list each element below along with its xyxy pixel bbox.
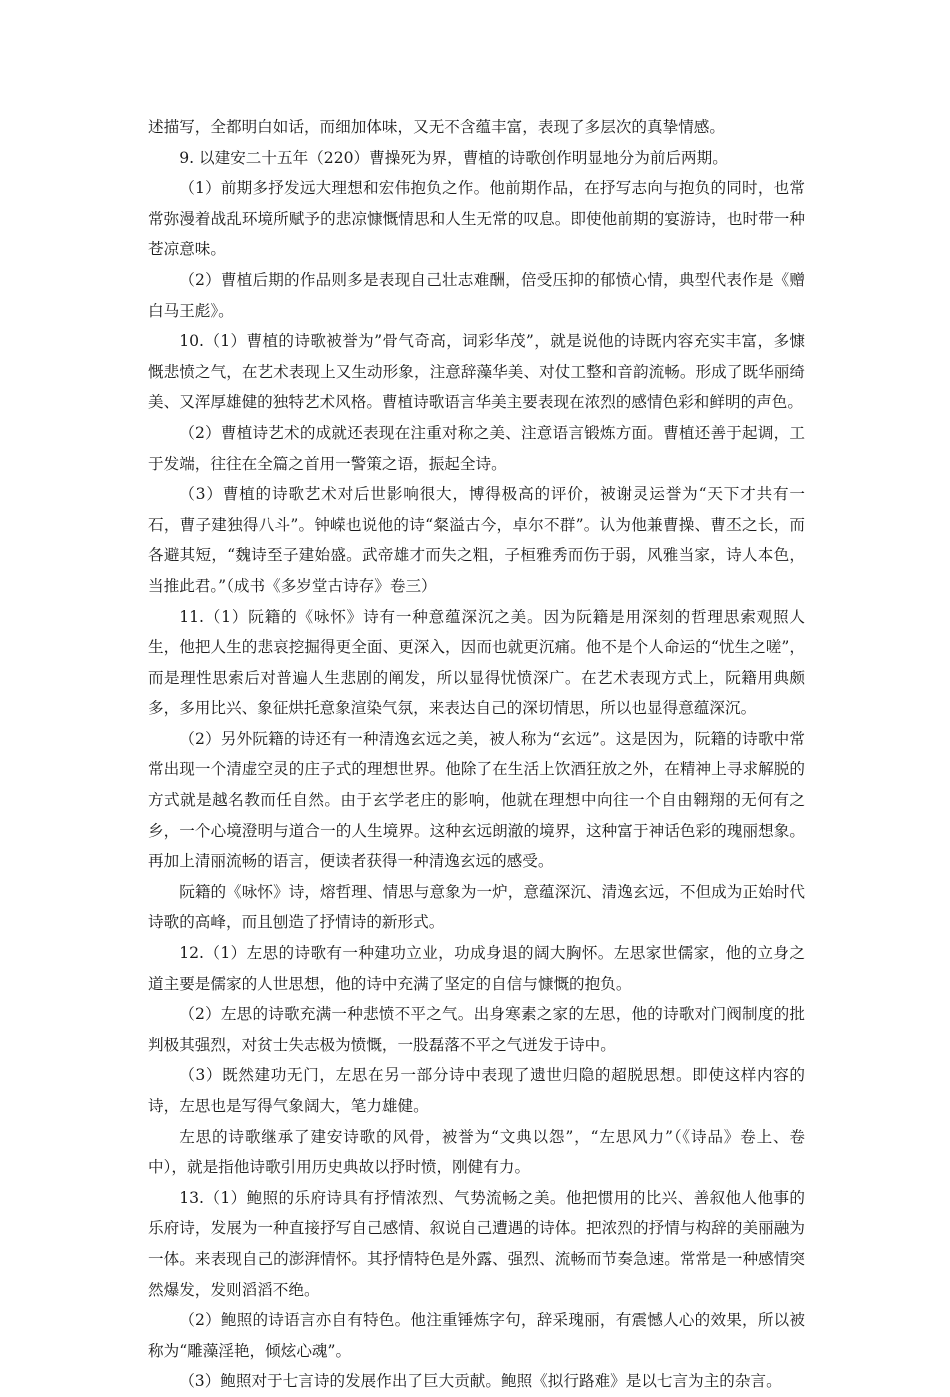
- paragraph: （1）前期多抒发远大理想和宏伟抱负之作。他前期作品，在抒写志向与抱负的同时，也常常弥漫着战乱环境所赋予的悲凉慷慨情思和人生无常的叹息。即使他前期的宴游诗，也时带一种苍凉意味。: [148, 179, 805, 259]
- paragraph: （2）曹植后期的作品则多是表现自己壮志难酬，倍受压抑的郁愤心情，典型代表作是《赠白马王彪》。: [148, 270, 805, 320]
- paragraph: 9. 以建安二十五年（220）曹操死为界，曹植的诗歌创作明显地分为前后两期。: [179, 148, 728, 167]
- paragraph: 左思的诗歌继承了建安诗歌的风骨，被誉为“文典以怨”，“左思风力”（《诗品》卷上、卷中），就是指他诗歌引用历史典故以抒时愤，刚健有力。: [148, 1127, 805, 1177]
- paragraph: 10.（1）曹植的诗歌被誉为”骨气奇高，词彩华茂”，就是说他的诗既内容充实丰富，多慷慨悲愤之气，在艺术表现上又生动形象，注意辞藻华美、对仗工整和音韵流畅。形成了既华丽绮美、又浑厚雄健的独特艺术风格。曹植诗歌语言华美主要表现在浓烈的感情色彩和鲜明的声色。: [148, 332, 805, 412]
- paragraph: （3）曹植的诗歌艺术对后世影响很大，博得极高的评价，被谢灵运誉为“天下才共有一石，曹子建独得八斗”。钟嵘也说他的诗“粲溢古今，卓尔不群”。认为他兼曹操、曹丕之长，而各避其短，“魏诗至子建始盛。武帝雄才而失之粗，子桓雅秀而伤于弱，风雅当家，诗人本色，当推此君。”（成书《多岁堂古诗存》卷三）: [148, 485, 805, 595]
- paragraph: 11.（1）阮籍的《咏怀》诗有一种意蕴深沉之美。因为阮籍是用深刻的哲理思索观照人生，他把人生的悲哀挖掘得更全面、更深入，因而也就更沉痛。他不是个人命运的“忧生之嗟”，而是理性思索后对普遍人生悲剧的阐发，所以显得忧愤深广。在艺术表现方式上，阮籍用典颇多，多用比兴、象征烘托意象渲染气氛，来表达自己的深切情思，所以也显得意蕴深沉。: [148, 607, 805, 718]
- paragraph: （3）鲍照对于七言诗的发展作出了巨大贡献。鲍照《拟行路难》是以七言为主的杂言。: [179, 1372, 782, 1391]
- paragraph: （2）左思的诗歌充满一种悲愤不平之气。出身寒素之家的左思，他的诗歌对门阀制度的批判极其强烈，对贫士失志极为愤慨，一股磊落不平之气迸发于诗中。: [148, 1005, 805, 1054]
- paragraph: 12.（1）左思的诗歌有一种建功立业，功成身退的阔大胸怀。左思家世儒家，他的立身之道主要是儒家的人世思想，他的诗中充满了坚定的自信与慷慨的抱负。: [148, 944, 805, 993]
- paragraph: （2）鲍照的诗语言亦自有特色。他注重锤炼字句，辞采瑰丽，有震憾人心的效果，所以被称为“雕藻淫艳，倾炫心魂”。: [148, 1311, 805, 1360]
- paragraph: 述描写，全都明白如话，而细加体味，又无不含蕴丰富，表现了多层次的真挚情感。: [148, 118, 725, 136]
- paragraph: （3）既然建功无门，左思在另一部分诗中表现了遗世归隐的超脱思想。即使这样内容的诗，左思也是写得气象阔大，笔力雄健。: [148, 1066, 805, 1115]
- paragraph: （2）曹植诗艺术的成就还表现在注重对称之美、注意语言锻炼方面。曹植还善于起调，工于发端，往往在全篇之首用一警策之语，振起全诗。: [148, 423, 805, 473]
- paragraph: （2）另外阮籍的诗还有一种清逸玄远之美，被人称为“玄远”。这是因为，阮籍的诗歌中常常出现一个清虚空灵的庄子式的理想世界。他除了在生活上饮酒狂放之外，在精神上寻求解脱的方式就是越名教而任自然。由于玄学老庄的影响，他就在理想中向往一个自由翱翔的无何有之乡，一个心境澄明与道合一的人生境界。这种玄远朗澈的境界，这种富于神话色彩的瑰丽想象。再加上清丽流畅的语言，便读者获得一种清逸玄远的感受。: [148, 729, 805, 871]
- paragraph: 13.（1）鲍照的乐府诗具有抒情浓烈、气势流畅之美。他把惯用的比兴、善叙他人他事的乐府诗，发展为一种直接抒写自己感情、叙说自己遭遇的诗体。把浓烈的抒情与构辞的美丽融为一体。来表现自己的澎湃情怀。其抒情特色是外露、强烈、流畅而节奏急速。常常是一种感情突然爆发，发则滔滔不绝。: [148, 1188, 805, 1299]
- paragraph: 阮籍的《咏怀》诗，熔哲理、情思与意象为一炉，意蕴深沉、清逸玄远，不但成为正始时代诗歌的高峰，而且刨造了抒情诗的新形式。: [148, 882, 805, 932]
